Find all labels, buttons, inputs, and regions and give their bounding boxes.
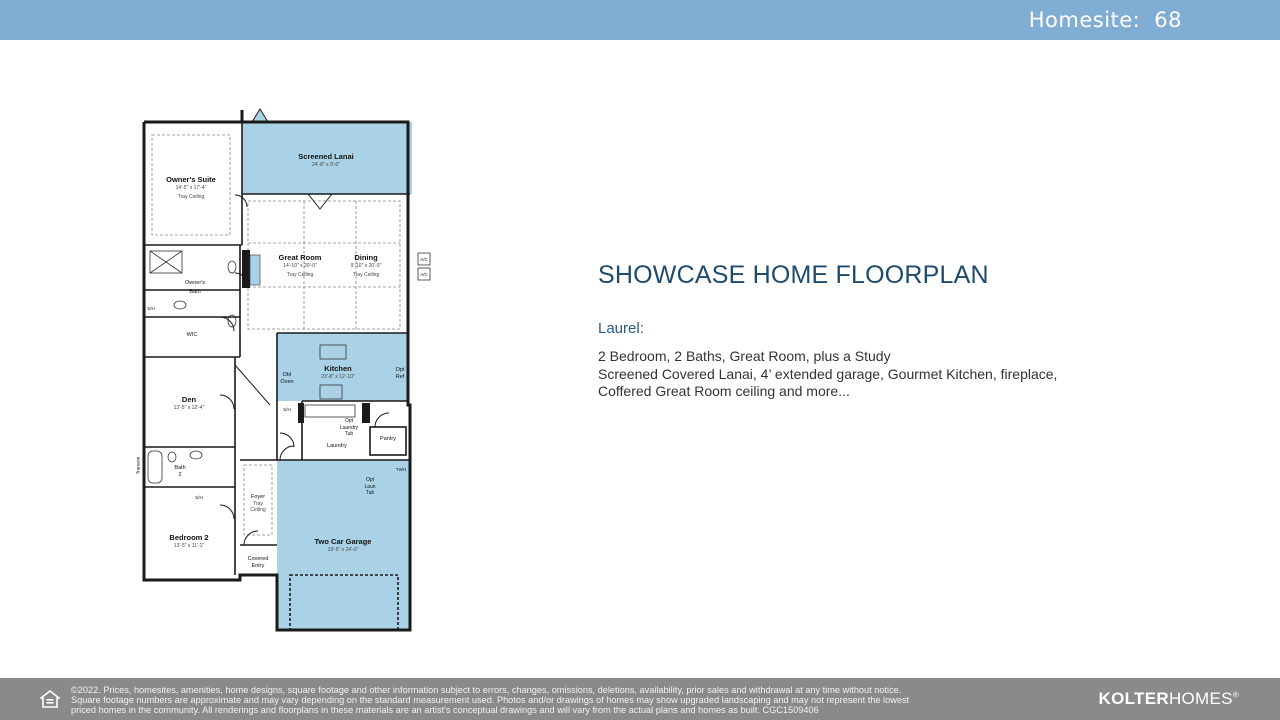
legal-disclaimer [71,685,1096,715]
room-screened-lanai: Screened Lanai 24'-8" x 9'-6" [298,152,354,168]
label-sh-1: S/H [147,306,155,311]
header-bar [0,0,1280,40]
room-dining: Dining 9'-10" x 20'-0" Tray Ceiling [350,253,382,278]
room-wic: WIC [186,332,198,338]
room-dbl-oven: Dbl Oven [280,372,294,385]
room-bath2: Bath 2 [174,465,186,478]
homesite-number: 68 [1154,8,1182,32]
lanai-door-highlight [252,109,268,122]
disclaimer-line: Square footage numbers are approximate and may vary depending on the standard measurement used. Photos and/or drawings of homes may show upgraded landscaping and may not represent the lowest [71,695,910,705]
footer-bar [0,678,1280,720]
room-owners-suite: Owner's Suite 14'-5" x 17'-4" Tray Ceiling [166,175,216,200]
model-description [598,348,1118,401]
room-opt-ref: Opt Ref [395,367,405,380]
floorplan-drawing [130,105,450,635]
brand-mark: ® [1232,690,1239,700]
model-name: Laurel: [598,320,644,337]
room-great-room: Great Room 14'-10" x 20'-0" Tray Ceiling [278,253,322,278]
room-laundry: Laundry [327,443,347,449]
description-line: Screened Covered Lanai, 4’ extended garage, Gourmet Kitchen, fireplace, [598,365,1058,382]
room-pantry: Pantry [380,436,396,442]
brand-bold: KOLTER [1098,689,1169,708]
homesite-label: Homesite: [1028,8,1141,32]
room-kitchen: Kitchen 23'-8" x 12'-10" [321,364,355,380]
homesite-indicator [1029,8,1182,32]
room-foyer: Foyer Tray Ceiling [250,494,266,513]
room-opt-laun-tub: Opt Laun Tub [364,477,376,496]
outer-wall-left [144,110,242,122]
room-den: Den 13'-5" x 12'-4" [173,395,205,411]
room-opt-laundry-tub: Opt Laundry Tub [339,418,359,437]
room-owners-bath: Owner's Bath [185,280,205,295]
equal-housing-icon [40,689,60,709]
kolter-homes-logo [1099,689,1239,709]
label-twh: TWH [395,467,407,472]
label-transom: Transom [135,456,141,475]
label-ac-2: A/C [420,272,428,277]
room-two-car-garage: Two Car Garage 19'-5" x 24'-0" [314,537,372,553]
label-sh-2: S/H [195,495,203,500]
brand-light: HOMES [1168,689,1233,708]
room-bedroom2: Bedroom 2 13'-5" x 11'-1" [169,533,209,549]
disclaimer-line: priced homes in the community. All renderings and floorplans in these materials are an artist's conceptual drawings and will vary from the actual plans and homes as built. CGC1509406 [71,705,819,715]
label-sh-3: S/H [283,407,291,412]
disclaimer-line: ©2022. Prices, homesites, amenities, home designs, square footage and other information subject to errors, changes, omissions, deletions, availability, prior sales and withdrawal at any time without notice. [71,685,902,695]
page-title: SHOWCASE HOME FLOORPLAN [598,261,989,289]
description-line: Coffered Great Room ceiling and more... [598,383,850,399]
label-ac-1: A/C [420,257,428,262]
room-covered-entry: Covered Entry [247,556,269,569]
description-line: 2 Bedroom, 2 Baths, Great Room, plus a Study [598,348,891,364]
